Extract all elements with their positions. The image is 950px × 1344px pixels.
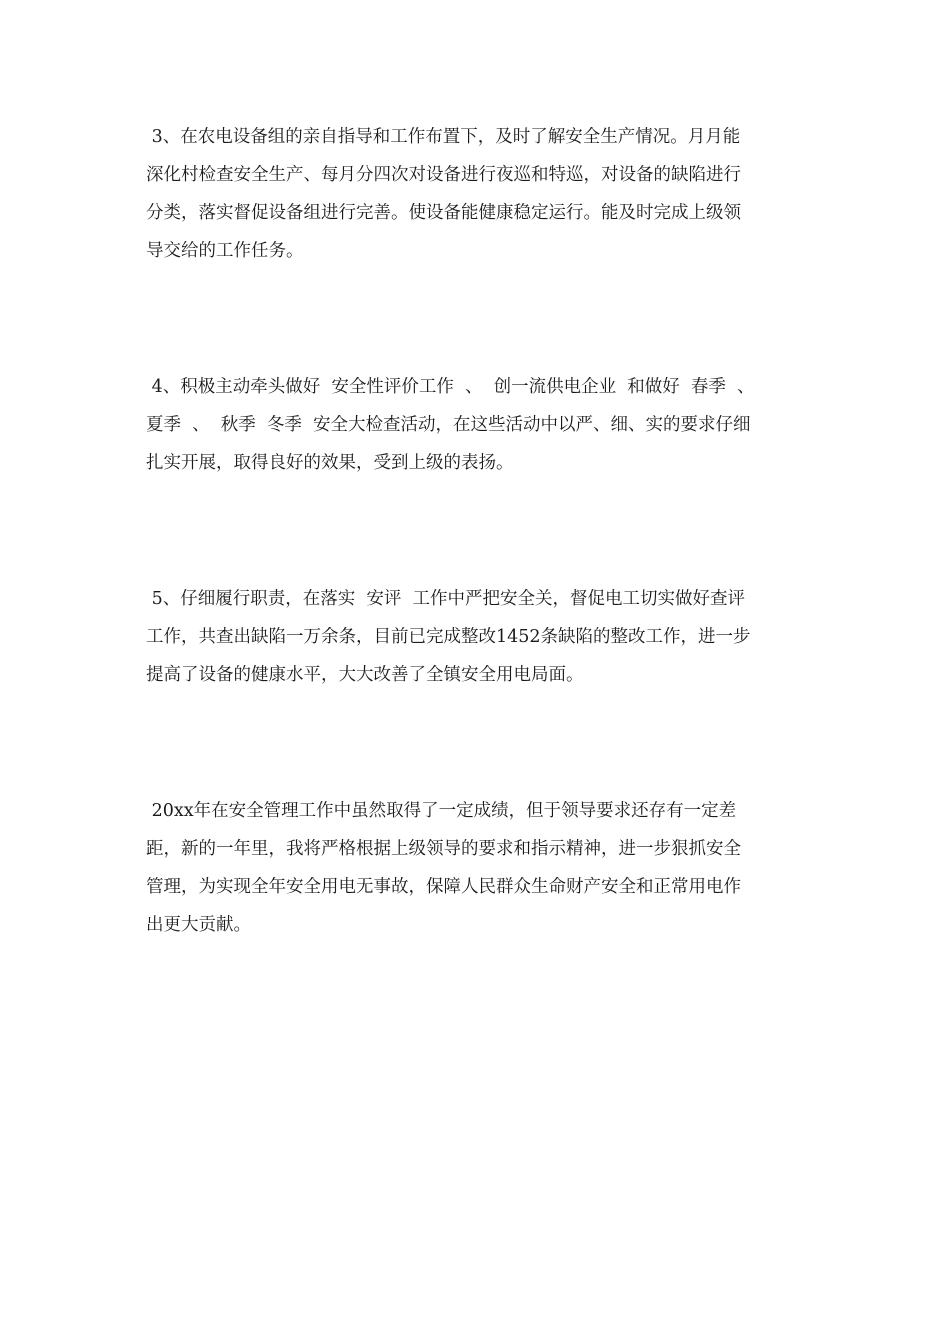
text-line: 4、积极主动牵头做好 安全性评价工作 、 创一流供电企业 和做好 春季 、 (146, 377, 755, 397)
paragraph-item-3 (146, 118, 811, 270)
text-line: 导交给的工作任务。 (146, 241, 304, 261)
text-line: 管理，为实现全年安全用电无事故，保障人民群众生命财产安全和正常用电作 (146, 877, 741, 897)
text-line: 出更大贡献。 (146, 915, 251, 935)
text-line: 深化村检查安全生产、每月分四次对设备进行夜巡和特巡，对设备的缺陷进行 (146, 165, 741, 185)
paragraph-item-5 (146, 580, 811, 694)
text-line: 3、在农电设备组的亲自指导和工作布置下，及时了解安全生产情况。月月能 (146, 127, 741, 147)
text-line: 20xx年在安全管理工作中虽然取得了一定成绩，但于领导要求还存有一定差 (146, 801, 737, 821)
text-line: 提高了设备的健康水平，大大改善了全镇安全用电局面。 (146, 665, 584, 685)
text-line: 分类，落实督促设备组进行完善。使设备能健康稳定运行。能及时完成上级领 (146, 203, 741, 223)
text-line: 距，新的一年里，我将严格根据上级领导的要求和指示精神，进一步狠抓安全 (146, 839, 741, 859)
text-line: 夏季 、 秋季 冬季 安全大检查活动，在这些活动中以严、细、实的要求仔细 (146, 415, 751, 435)
text-line: 5、仔细履行职责，在落实 安评 工作中严把安全关，督促电工切实做好查评 (146, 589, 745, 609)
text-line: 工作，共查出缺陷一万余条，目前已完成整改1452条缺陷的整改工作，进一步 (146, 627, 751, 647)
text-line: 扎实开展，取得良好的效果，受到上级的表扬。 (146, 453, 514, 473)
paragraph-item-4 (146, 368, 811, 482)
paragraph-conclusion (146, 792, 811, 944)
